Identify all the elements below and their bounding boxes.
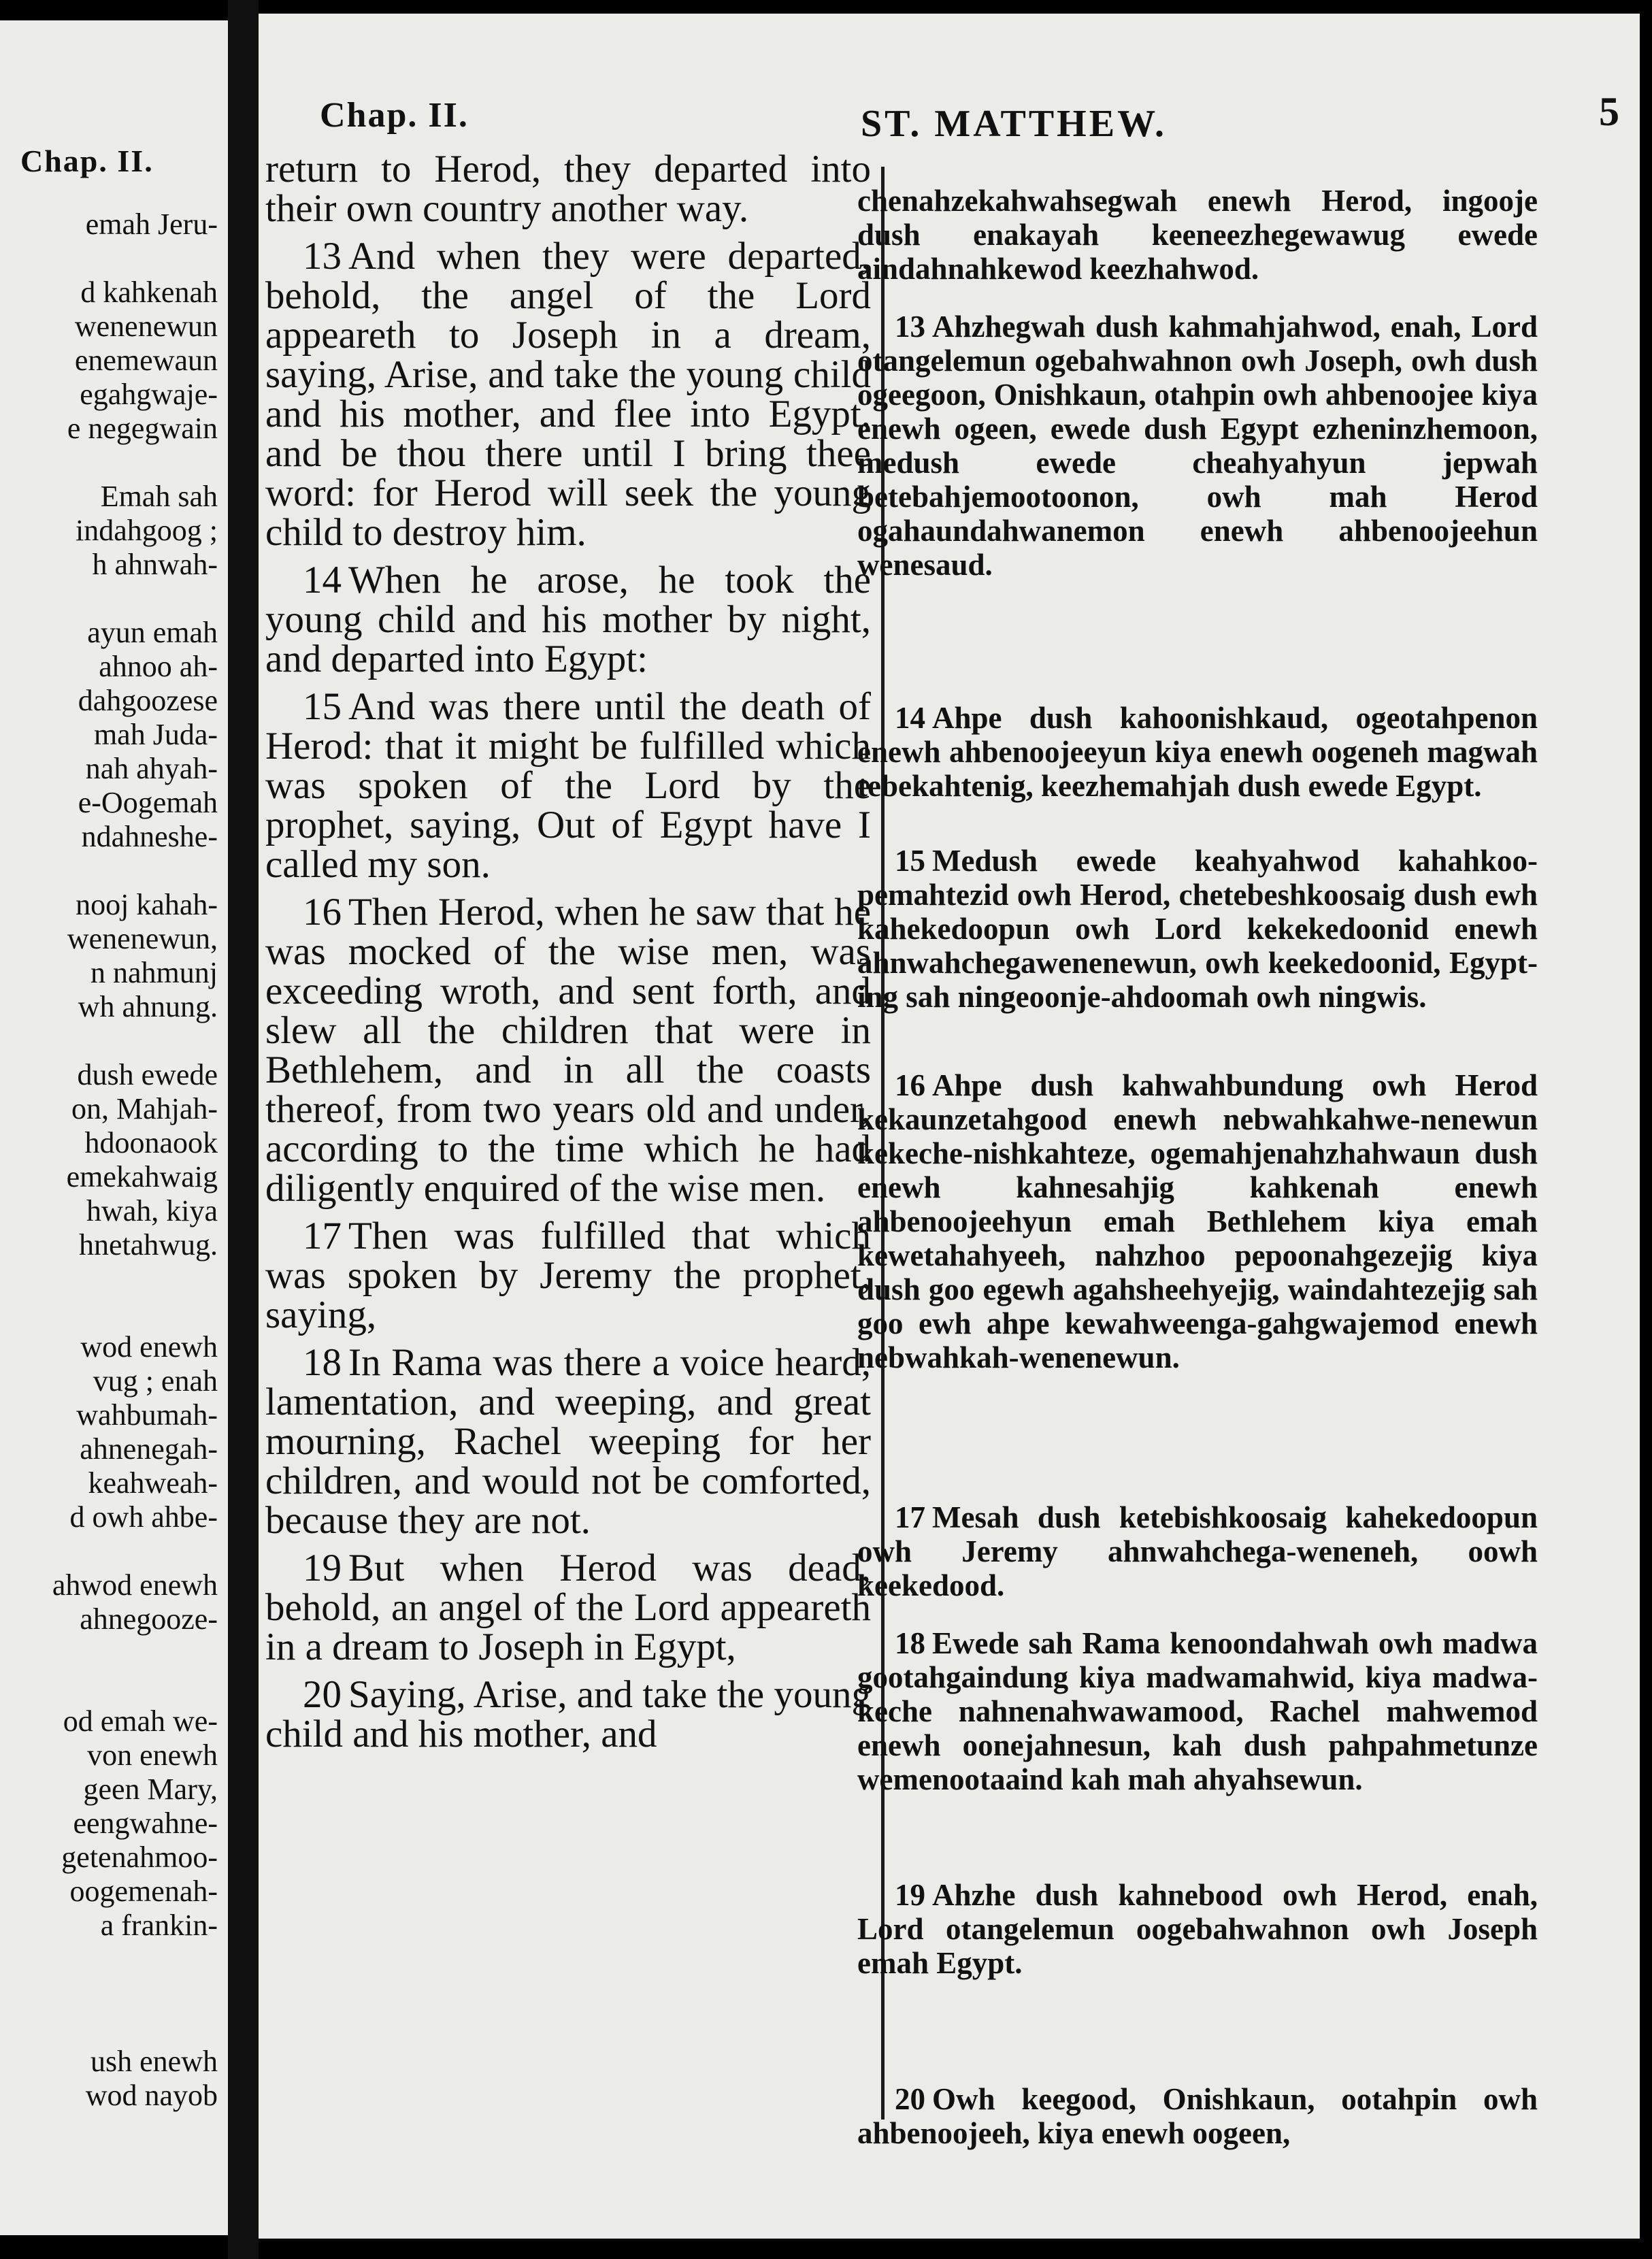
ojibwe-verse-15: 15 Medush ewede keahyahwod kahahkoo-pemahtezid owh Herod, chetebeshkoosaig dush ewh kahekedoopun owh Lord kekekedoonid enewh ahnwahchegawenenewun, owh keekedoonid, Egypt-ing sah ningeoonje-ahdoomah owh ningwis. xyxy=(857,844,1538,1014)
verse-13: 13 And when they were departed, behold, the angel of the Lord appeareth to Joseph in a dream, saying, Arise, and take the young child and his mother, and flee into Egypt, and be thou there until I bring thee word: for Herod will seek the young child to destroy him. xyxy=(265,235,871,554)
facing-page-line xyxy=(0,1977,218,2011)
verse-15: 15 And was there until the death of Herod: that it might be fulfilled which was spoken of the Lord by the prophet, saying, Out of Egypt have I called my son. xyxy=(265,685,871,886)
facing-page-line xyxy=(0,242,218,276)
facing-page-line: emekahwaig xyxy=(66,1160,218,1193)
facing-page-line: ayun emah xyxy=(87,616,218,649)
facing-page-line: ahnoo ah- xyxy=(99,650,218,683)
book-gutter xyxy=(228,0,259,2259)
facing-page-line: wod enewh xyxy=(80,1330,218,1364)
facing-page-line: getenahmoo- xyxy=(61,1841,218,1874)
facing-page-line xyxy=(0,1262,218,1296)
verse-17: 17 Then was fulfilled that which was spoken by Jeremy the prophet, saying, xyxy=(265,1215,871,1336)
facing-page-line: n nahmunj xyxy=(90,956,218,989)
facing-page-line: on, Mahjah- xyxy=(71,1092,218,1125)
facing-page-line: d owh ahbe- xyxy=(69,1500,218,1534)
running-head xyxy=(320,88,1619,143)
facing-page-line: enemewaun xyxy=(74,344,218,377)
book-title: ST. MATTHEW. xyxy=(861,103,1167,145)
verse-19: 19 But when Herod was dead, behold, an angel of the Lord appeareth in a dream to Joseph in Egypt, xyxy=(265,1547,871,1668)
facing-page-line: od emah we- xyxy=(63,1704,218,1738)
facing-page-line xyxy=(0,1670,218,1704)
facing-page-line: a frankin- xyxy=(100,1909,218,1942)
facing-page-line: hwah, kiya xyxy=(86,1194,218,1227)
facing-page-line: wod nayob xyxy=(85,2079,218,2112)
facing-page-line: e-Oogemah xyxy=(78,786,218,819)
verse-18: 18 In Rama was there a voice heard, lamentation, and weeping, and great mourning, Rachel weeping for her children, and would not be comforted, because they are not. xyxy=(265,1341,871,1542)
ojibwe-verse-14: 14 Ahpe dush kahoonishkaud, ogeotahpenon enewh ahbenoojeeyun kiya enewh oogeneh magwah tebekahtenig, keezhemahjah dush ewede Egypt. xyxy=(857,701,1538,803)
facing-page-line xyxy=(0,446,218,480)
facing-page-line: nah ahyah- xyxy=(85,752,218,785)
verse-20: 20 Saying, Arise, and take the young child and his mother, and xyxy=(265,1673,871,1755)
facing-page-line: d kahkenah xyxy=(80,276,218,309)
facing-page-line: indahgoog ; xyxy=(76,514,218,547)
ojibwe-verse-16: 16 Ahpe dush kahwahbundung owh Herod kekaunzetahgood enewh nebwahkahwe-nenewun kekeche-nishkahteze, ogemahjenahzhahwaun dush enewh kahnesahjig kahkenah enewh ahbenoojeehyun emah Bethlehem kiya emah kewetahahyeeh, nahzhoo pepoonahgezejig kiya dush goo egewh agahsheehyejig, waindahtezejig sah goo ewh ahpe kewahweenga-gahgwajemod enewh nebwahkah-wenenewun. xyxy=(857,1068,1538,1374)
ojibwe-verse-17: 17 Mesah dush ketebishkoosaig kahekedoopun owh Jeremy ahnwahchega-weneneh, oowh keekedood. xyxy=(857,1500,1538,1602)
facing-page-text xyxy=(0,208,218,2113)
facing-page-line xyxy=(0,854,218,888)
facing-page-line xyxy=(0,1943,218,1977)
chapter-label: Chap. II. xyxy=(320,96,469,135)
ojibwe-verse-19: 19 Ahzhe dush kahnebood owh Herod, enah, Lord otangelemun oogebahwahnon owh Joseph emah Egypt. xyxy=(857,1878,1538,1980)
facing-page-line: egahgwaje- xyxy=(80,378,218,411)
facing-page-line xyxy=(0,2011,218,2045)
ojibwe-verse-18: 18 Ewede sah Rama kenoondahwah owh madwa gootahgaindung kiya madwamahwid, kiya madwa-keche nahnenahwawamood, Rachel mahwemod enewh oonejahnesun, kah dush pahpahmetunze wemenootaaind kah mah ahyahsewun. xyxy=(857,1626,1538,1796)
facing-page-line: wenenewun xyxy=(74,310,218,343)
facing-page-line xyxy=(0,1024,218,1058)
facing-page-line: nooj kahah- xyxy=(76,888,218,921)
facing-page-line: vug ; enah xyxy=(93,1364,218,1398)
facing-page-line: ush enewh xyxy=(90,2045,218,2078)
facing-page-line: wenenewun, xyxy=(67,922,218,955)
facing-page-line: Emah sah xyxy=(100,480,218,513)
facing-page-line: ahnenegah- xyxy=(80,1432,218,1466)
english-column xyxy=(265,150,871,1762)
facing-page-line: ahwod enewh xyxy=(52,1568,218,1602)
facing-page-fragment xyxy=(0,20,228,2235)
facing-page-line: von enewh xyxy=(87,1738,218,1772)
facing-page-line: wahbumah- xyxy=(76,1398,218,1432)
facing-page-line xyxy=(0,1534,218,1568)
facing-page-line: hnetahwug. xyxy=(78,1228,218,1262)
verse-14: 14 When he arose, he took the young child and his mother by night, and departed into Egypt: xyxy=(265,559,871,680)
facing-page-line: eengwahne- xyxy=(73,1807,218,1840)
ojibwe-continuation: chenahzekahwahsegwah enewh Herod, ingooje dush enakayah keeneezhegewawug ewede aindahnahkewod keezhahwod. xyxy=(857,184,1538,286)
facing-page-line: wh ahnung. xyxy=(78,990,218,1023)
facing-page-line: hdoonaook xyxy=(84,1126,218,1159)
facing-page-line: keahweah- xyxy=(88,1466,218,1500)
facing-page-line: e negegwain xyxy=(67,412,218,445)
book-page xyxy=(259,14,1640,2239)
facing-page-line xyxy=(0,1636,218,1670)
verse-16: 16 Then Herod, when he saw that he was mocked of the wise men, was exceeding wroth, and sent forth, and slew all the children that were in Bethlehem, and in all the coasts thereof, from two years old and under, according to the time which he had diligently enquired of the wise men. xyxy=(265,891,871,1210)
facing-page-line: h ahnwah- xyxy=(92,548,218,581)
facing-page-line: ahnegooze- xyxy=(80,1602,218,1636)
facing-page-header: Chap. II. xyxy=(20,144,154,178)
facing-page-line: geen Mary, xyxy=(83,1772,218,1806)
page-number: 5 xyxy=(1599,89,1619,134)
facing-page-line xyxy=(0,582,218,616)
ojibwe-verse-20: 20 Owh keegood, Onishkaun, ootahpin owh ahbenoojeeh, kiya enewh oogeen, xyxy=(857,2082,1538,2150)
facing-page-line: dahgoozese xyxy=(78,684,218,717)
verse-continuation: return to Herod, they departed into their own country another way. xyxy=(265,148,871,230)
facing-page-line: dush ewede xyxy=(77,1058,218,1091)
ojibwe-verse-13: 13 Ahzhegwah dush kahmahjahwod, enah, Lord otangelemun ogebahwahnon owh Joseph, owh dush ogeegoon, Onishkaun, otahpin owh ahbenoojee kiya enewh ogeen, ewede dush Egypt ezheninzhemoon, medush ewede cheahyahyun jepwah betebahjemootoonon, owh mah Herod ogahaundahwanemon enewh ahbenoojeehun wenesaud. xyxy=(857,310,1538,582)
facing-page-line: oogemenah- xyxy=(69,1875,218,1908)
facing-page-line: emah Jeru- xyxy=(85,208,218,241)
facing-page-line: mah Juda- xyxy=(93,718,218,751)
facing-page-line: ndahneshe- xyxy=(81,820,218,853)
facing-page-line xyxy=(0,1296,218,1330)
